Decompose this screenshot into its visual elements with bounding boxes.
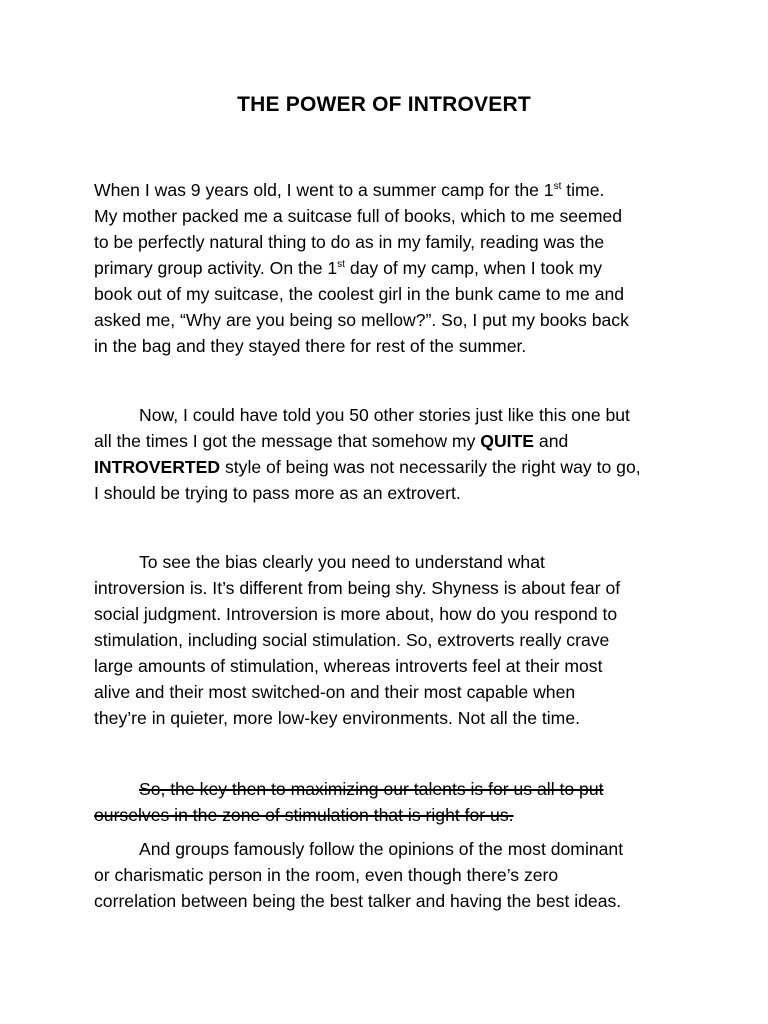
text-line: ourselves in the zone of stimulation that is right for us.	[94, 805, 514, 825]
paragraph-summer-camp	[94, 177, 684, 359]
text-line: INTROVERTED style of being was not necessarily the right way to go,	[94, 457, 641, 477]
text-line: or charismatic person in the room, even though there’s zero	[94, 865, 559, 885]
paragraph-fifty-stories	[94, 402, 684, 506]
text-line: alive and their most switched-on and their most capable when	[94, 682, 576, 702]
superscript: st	[337, 259, 345, 270]
superscript: st	[553, 181, 562, 192]
text-line: social judgment. Introversion is more about, how do you respond to	[94, 604, 618, 624]
text-line: in the bag and they stayed there for rest of the summer.	[94, 336, 527, 356]
paragraph-struck-through	[94, 776, 684, 828]
text-line: To see the bias clearly you need to understand what	[139, 552, 545, 572]
text-line: And groups famously follow the opinions of the most dominant	[139, 839, 624, 859]
bold-word-quite: QUITE	[480, 431, 535, 451]
text-line: to be perfectly natural thing to do as in my family, reading was the	[94, 232, 605, 252]
document-title: THE POWER OF INTROVERT	[237, 93, 531, 116]
text-line: introversion is. It’s different from being shy. Shyness is about fear of	[94, 578, 621, 598]
text-line: stimulation, including social stimulation. So, extroverts really crave	[94, 630, 610, 650]
text-line: Now, I could have told you 50 other stories just like this one but	[139, 405, 630, 425]
text-line: asked me, “Why are you being so mellow?”. So, I put my books back	[94, 310, 629, 330]
text-line: primary group activity. On the 1st day of my camp, when I took my	[94, 258, 603, 278]
text-line: So, the key then to maximizing our talents is for us all to put	[139, 779, 604, 799]
text-line: book out of my suitcase, the coolest girl in the bunk came to me and	[94, 284, 625, 304]
text-line: My mother packed me a suitcase full of books, which to me seemed	[94, 206, 623, 226]
text-line: large amounts of stimulation, whereas introverts feel at their most	[94, 656, 603, 676]
text-line: I should be trying to pass more as an extrovert.	[94, 483, 461, 503]
bold-word-introverted: INTROVERTED	[94, 457, 221, 477]
paragraph-introversion-definition	[94, 549, 684, 731]
paragraph-groups	[94, 836, 684, 914]
text-line: all the times I got the message that somehow my QUITE and	[94, 431, 569, 451]
text-line: they’re in quieter, more low-key environments. Not all the time.	[94, 708, 580, 728]
text-line: correlation between being the best talker and having the best ideas.	[94, 891, 622, 911]
text-line: When I was 9 years old, I went to a summer camp for the 1st time.	[94, 180, 605, 200]
